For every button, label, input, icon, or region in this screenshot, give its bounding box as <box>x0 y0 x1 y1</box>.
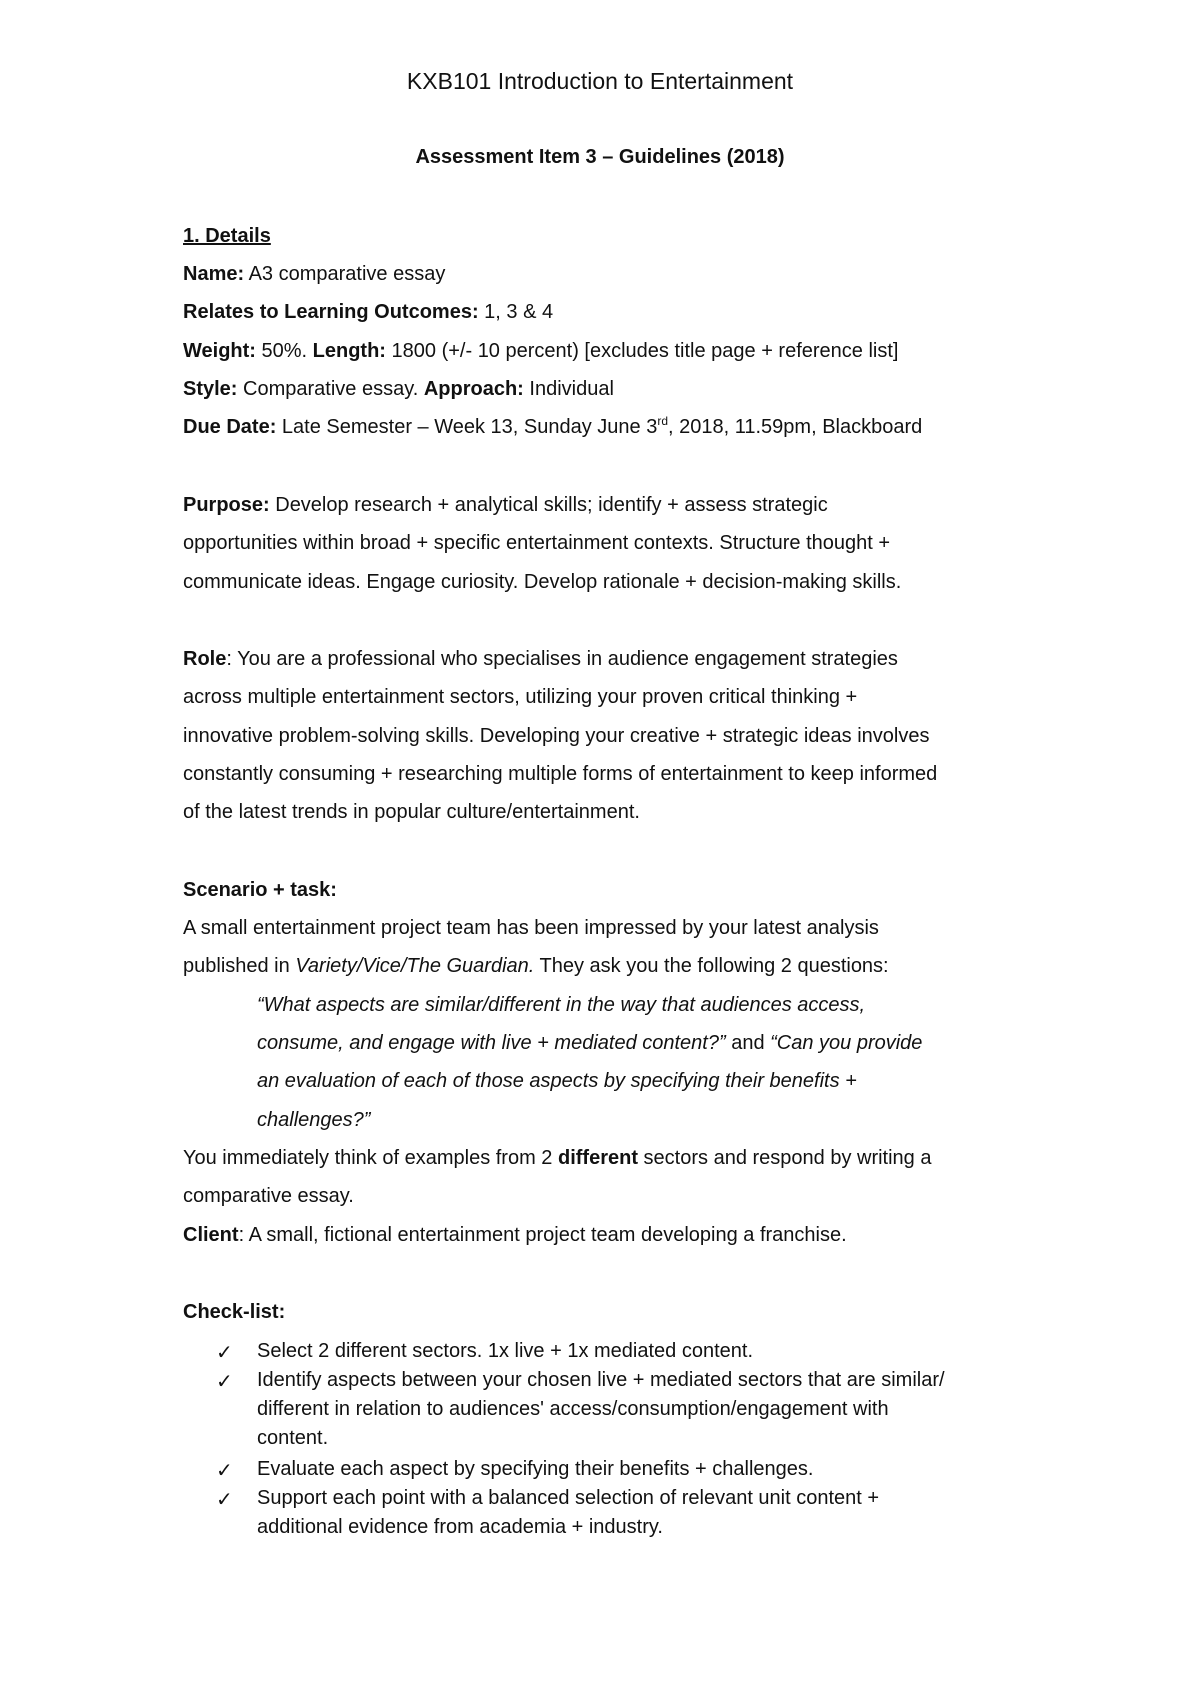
response-line-2: comparative essay. <box>183 1185 354 1207</box>
scenario-heading: Scenario + task: <box>183 879 337 901</box>
purpose-line-3: communicate ideas. Engage curiosity. Develop rationale + decision-making skills. <box>183 571 902 593</box>
course-title: KXB101 Introduction to Entertainment <box>406 68 794 94</box>
checklist-heading: Check-list: <box>183 1301 286 1323</box>
purpose-line-2: opportunities within broad + specific entertainment contexts. Structure thought + <box>183 532 891 554</box>
scenario-line-1: A small entertainment project team has been impressed by your latest analysis <box>183 917 879 939</box>
check-icon: ✓ <box>216 1342 233 1364</box>
check-icon: ✓ <box>216 1460 233 1482</box>
quote-line-1: “What aspects are similar/different in the way that audiences access, <box>257 994 866 1016</box>
checklist-item-4-line-1: Support each point with a balanced selection of relevant unit content + <box>257 1487 880 1509</box>
quote-line-4: challenges?” <box>257 1109 371 1131</box>
quote-line-2: consume, and engage with live + mediated content?” and “Can you provide <box>257 1032 923 1054</box>
scenario-line-2: published in Variety/Vice/The Guardian. They ask you the following 2 questions: <box>183 955 889 977</box>
name-line: Name: A3 comparative essay <box>183 263 446 285</box>
client-line: Client: A small, fictional entertainment project team developing a franchise. <box>183 1224 847 1246</box>
checklist-item-2-line-1: Identify aspects between your chosen live + mediated sectors that are similar/ <box>257 1369 945 1391</box>
role-line-2: across multiple entertainment sectors, utilizing your proven critical thinking + <box>183 686 858 708</box>
check-icon: ✓ <box>216 1489 233 1511</box>
weight-length-line: Weight: 50%. Length: 1800 (+/- 10 percent) [excludes title page + reference list] <box>183 340 899 362</box>
details-heading: 1. Details <box>183 225 271 247</box>
due-date-line: Due Date: Late Semester – Week 13, Sunday June 3rd, 2018, 11.59pm, Blackboard <box>183 414 923 438</box>
role-line-1: Role: You are a professional who specialises in audience engagement strategies <box>183 648 898 670</box>
checklist-item-3: Evaluate each aspect by specifying their benefits + challenges. <box>257 1458 814 1480</box>
checklist-item-2-line-2: different in relation to audiences' access/consumption/engagement with <box>257 1398 889 1420</box>
checklist-item-4-line-2: additional evidence from academia + industry. <box>257 1516 663 1538</box>
response-line-1: You immediately think of examples from 2 different sectors and respond by writing a <box>183 1147 932 1169</box>
check-icon: ✓ <box>216 1371 233 1393</box>
checklist-item-2-line-3: content. <box>257 1427 329 1449</box>
style-approach-line: Style: Comparative essay. Approach: Individual <box>183 378 614 400</box>
purpose-line-1: Purpose: Develop research + analytical skills; identify + assess strategic <box>183 494 828 516</box>
checklist-item-1: Select 2 different sectors. 1x live + 1x mediated content. <box>257 1340 754 1362</box>
outcomes-line: Relates to Learning Outcomes: 1, 3 & 4 <box>183 301 554 323</box>
role-line-5: of the latest trends in popular culture/entertainment. <box>183 801 640 823</box>
assessment-title: Assessment Item 3 – Guidelines (2018) <box>415 146 785 168</box>
role-line-3: innovative problem-solving skills. Developing your creative + strategic ideas involves <box>183 725 930 747</box>
role-line-4: constantly consuming + researching multiple forms of entertainment to keep informed <box>183 763 938 785</box>
quote-line-3: an evaluation of each of those aspects by specifying their benefits + <box>257 1070 857 1092</box>
